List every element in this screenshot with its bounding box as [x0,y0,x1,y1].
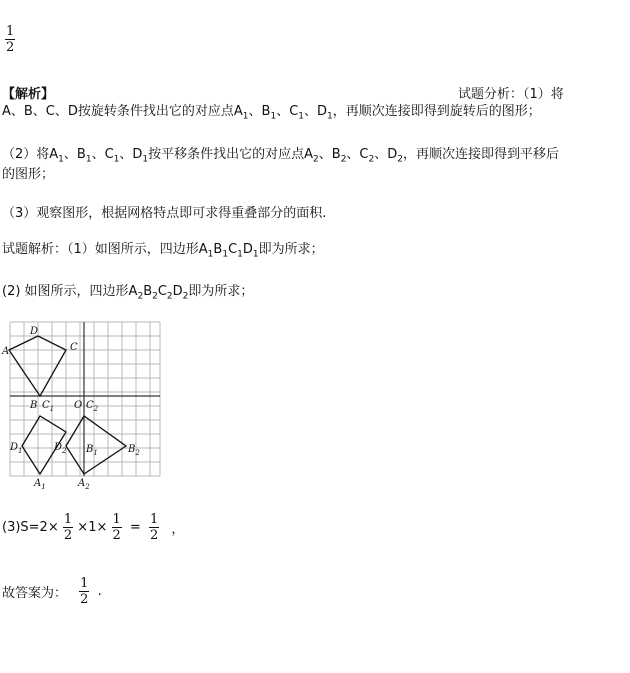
analysis-title: 【解析】 [2,87,55,102]
grid-figure [0,318,166,490]
label-B2: $B_2$ [128,444,140,457]
label-B1: $B_1$ [86,444,98,457]
fraction-denominator: 2 [6,40,15,55]
area-formula: (3)S=2× $\frac{1}{2}$ ×1× $\frac{1}{2}$ = $\frac{1}{2}$ ， [2,512,185,543]
solution-line-1: 试题解析：（1）如图所示，四边形$A_1B_1C_1D_1$即为所求； [2,242,324,260]
analysis-line-2: （2）将$A_1$、$B_1$、$C_1$、$D_1$按平移条件找出它的对应点$A_2$、$B_2$、$C_2$、$D_2$，再顺次连接即得到平移后 [2,147,559,165]
label-A: A [2,346,10,357]
label-C: C [70,342,78,353]
fraction-numerator: 1 [6,24,15,39]
label-B: B [30,400,38,411]
label-D: D [30,326,39,337]
final-answer: 故答案为： $\frac{1}{2}$ . [2,576,102,607]
solution-line-2: (2) 如图所示，四边形$A_2B_2C_2D_2$即为所求； [2,284,254,302]
label-C2: $C_2$ [86,400,99,413]
label-A1: $A_1$ [34,478,46,490]
analysis-line-2-cont: 的图形； [2,167,55,182]
analysis-line-3: （3）观察图形，根据网格特点即可求得重叠部分的面积. [2,206,327,221]
analysis-line-1: A、B、C、D按旋转条件找出它的对应点$A_1$、$B_1$、$C_1$、$D_1$，再顺次连接即得到旋转后的图形； [2,104,541,122]
quad-A2B2C2D2 [66,416,126,474]
label-A2: $A_2$ [78,478,90,490]
top-fraction [5,24,15,55]
label-O: O [74,400,83,411]
label-D1: $D_1$ [10,442,23,455]
label-C1: $C_1$ [42,400,55,413]
label-D2: $D_2$ [54,442,67,455]
analysis-intro: 试题分析：（1）将 [458,87,564,102]
